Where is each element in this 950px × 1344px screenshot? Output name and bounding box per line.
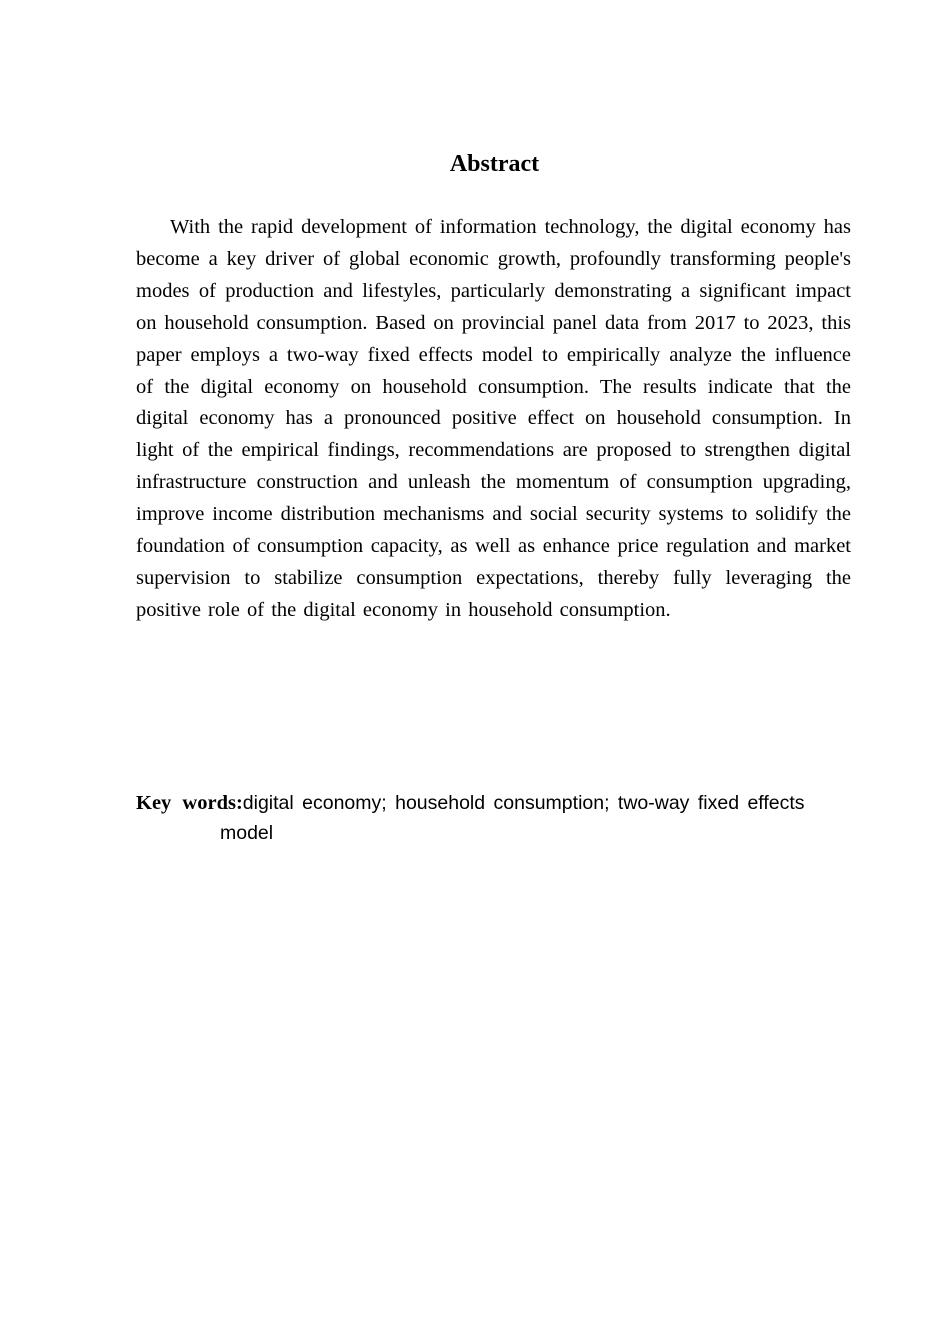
keywords-line <box>136 788 836 848</box>
keywords-label: Key words: <box>136 792 243 814</box>
document-page <box>136 0 851 1344</box>
keywords-text: digital economy; household consumption; two-way fixed effects model <box>220 792 805 844</box>
abstract-title: Abstract <box>449 151 540 177</box>
abstract-body: With the rapid development of information technology, the digital economy has become a key driver of global economic growth, profoundly transforming people's modes of production and lifestyles, particularly demonstrating a significant impact on household consumption. Based on provincial panel data from 2017 to 2023, this paper employs a two-way fixed effects model to empirically analyze the influence of the digital economy on household consumption. The results indicate that the digital economy has a pronounced positive effect on household consumption. In light of the empirical findings, recommendations are proposed to strengthen digital infrastructure construction and unleash the momentum of consumption upgrading, improve income distribution mechanisms and social security systems to solidify the foundation of consumption capacity, as well as enhance price regulation and market supervision to stabilize consumption expectations, thereby fully leveraging the positive role of the digital economy in household consumption. <box>136 216 851 621</box>
